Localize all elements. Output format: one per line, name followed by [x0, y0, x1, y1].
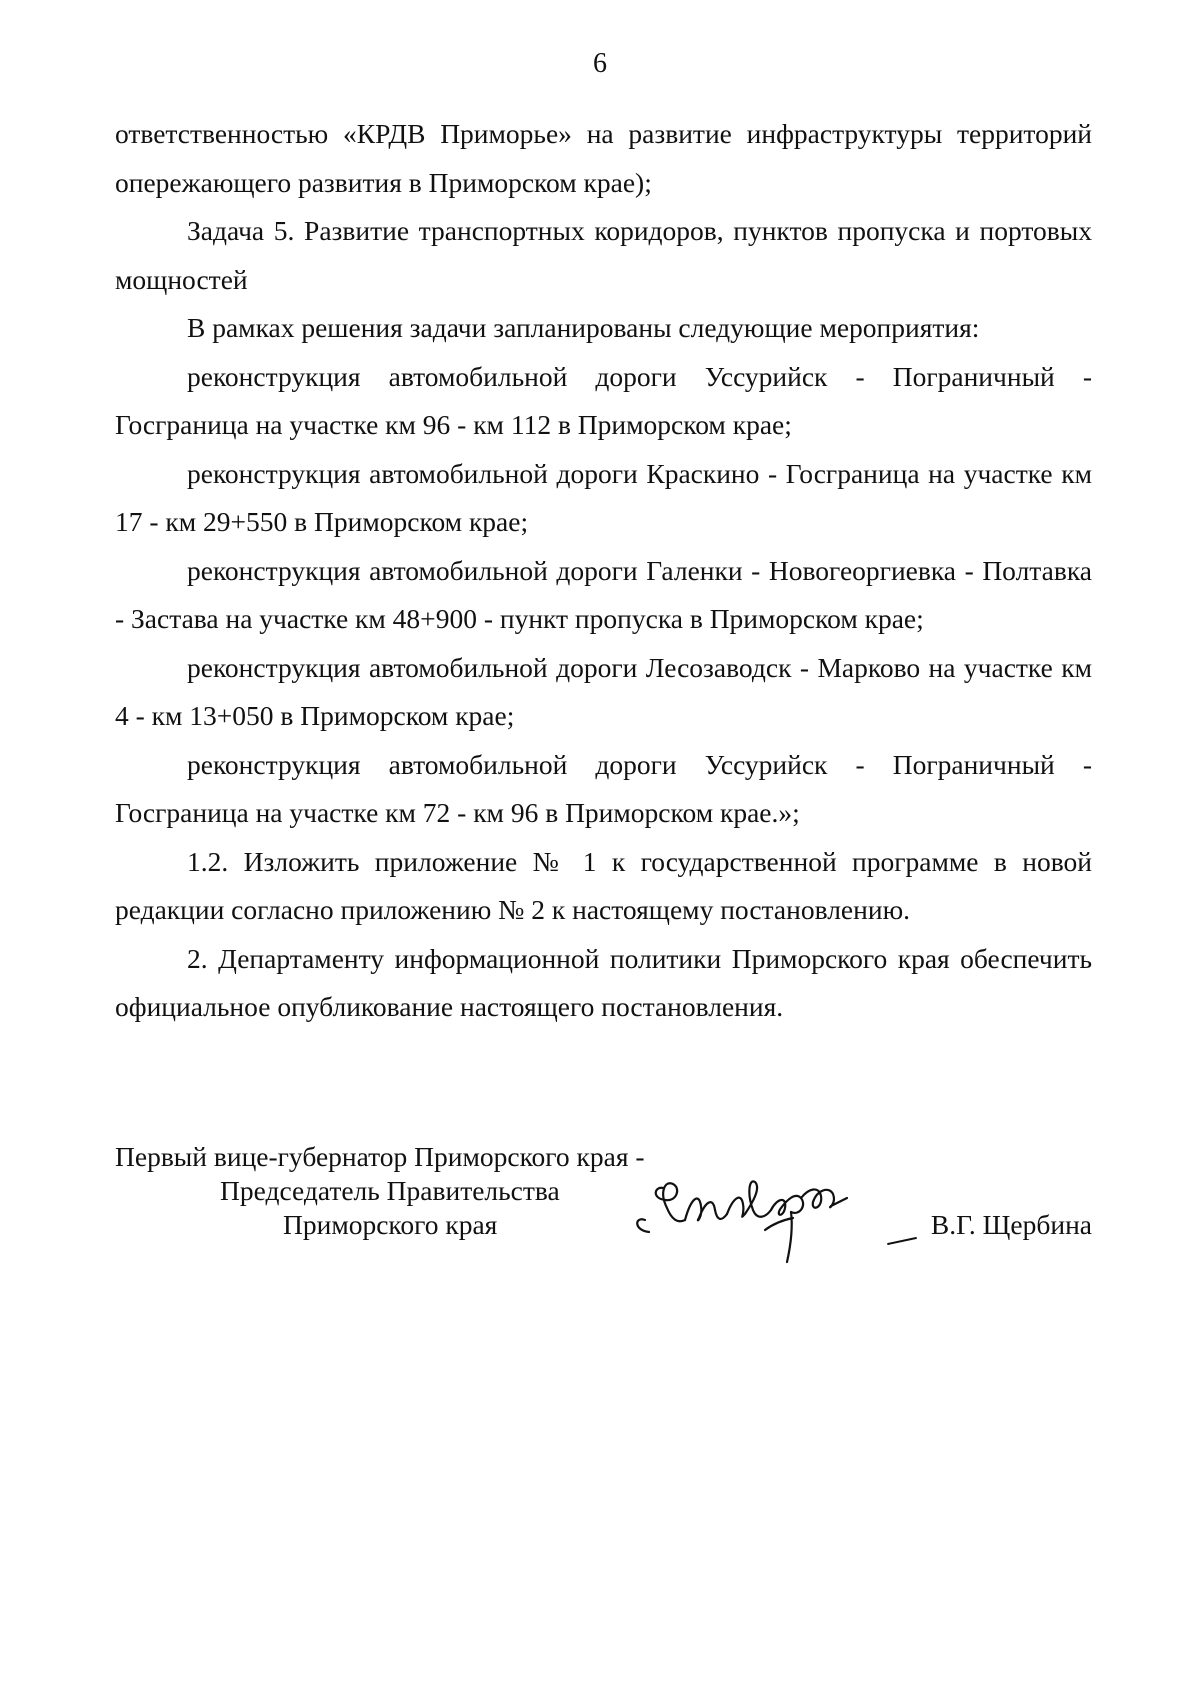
signer-position-line-1: Первый вице-губернатор Приморского края - [115, 1141, 645, 1172]
paragraph: ответственностью «КРДВ Приморье» на развитие инфраструктуры территорий опережающего развития в Приморском крае); [115, 118, 1092, 198]
document-body [115, 110, 1092, 1032]
paragraph: реконструкция автомобильной дороги Галенки - Новогеоргиевка - Полтавка - Застава на участке км 48+900 - пункт пропуска в Приморском крае; [115, 554, 1092, 634]
paragraph: реконструкция автомобильной дороги Лесозаводск - Марково на участке км 4 - км 13+050 в Приморском крае; [115, 651, 1092, 731]
paragraph: 1.2. Изложить приложение № 1 к государственной программе в новой редакции согласно приложению № 2 к настоящему постановлению. [115, 845, 1092, 925]
paragraph: Задача 5. Развитие транспортных коридоров, пунктов пропуска и портовых мощностей [115, 215, 1092, 295]
signer-name: В.Г. Щербина [930, 1209, 1092, 1240]
page-number: 6 [593, 48, 607, 79]
paragraph: реконструкция автомобильной дороги Краскино - Госграница на участке км 17 - км 29+550 в Приморском крае; [115, 457, 1092, 537]
paragraph: 2. Департаменту информационной политики Приморского края обеспечить официальное опубликование настоящего постановления. [115, 942, 1092, 1022]
handwritten-signature [615, 1158, 915, 1278]
paragraph: реконструкция автомобильной дороги Уссурийск - Пограничный - Госграница на участке км 96 - км 112 в Приморском крае; [115, 360, 1092, 440]
paragraph: реконструкция автомобильной дороги Уссурийск - Пограничный - Госграница на участке км 72 - км 96 в Приморском крае.»; [115, 748, 1092, 828]
signature-block [115, 1140, 1092, 1280]
paragraph: В рамках решения задачи запланированы следующие мероприятия: [187, 312, 980, 343]
signer-position-line-2: Председатель Правительства [220, 1175, 560, 1206]
signer-position-line-3: Приморского края [283, 1209, 498, 1240]
